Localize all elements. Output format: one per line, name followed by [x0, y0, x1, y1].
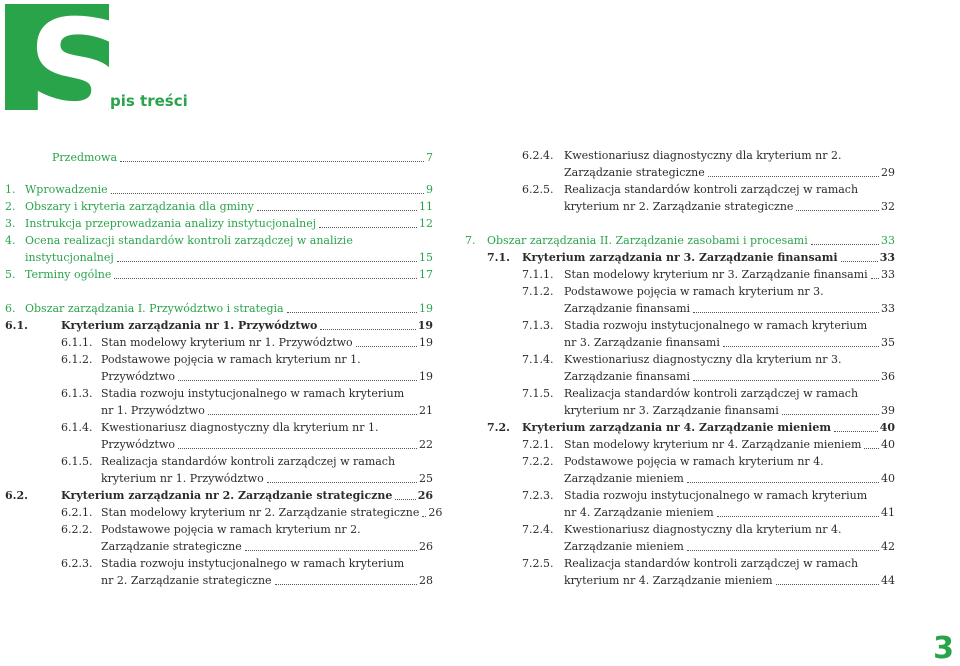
logo-letter: S	[27, 0, 127, 151]
toc-entry-number: 6.2.1.	[61, 506, 93, 519]
toc-entry-number: 7.1.4.	[522, 353, 554, 366]
toc-entry-page: 28	[419, 574, 433, 587]
toc-entry-number: 6.	[5, 302, 16, 315]
toc-entry-number: 3.	[5, 217, 16, 230]
toc-entry-page: 7	[426, 151, 433, 164]
toc-entry-number: 6.1.1.	[61, 336, 93, 349]
toc-entry-page: 33	[879, 251, 895, 264]
toc-entry-title: Stadia rozwoju instytucjonalnego w ramach kryterium	[101, 387, 405, 400]
toc-entry-page: 44	[881, 574, 895, 587]
toc-entry-title: Ocena realizacji standardów kontroli zarządczej w analizie	[25, 234, 353, 247]
toc-entry-number: 6.1.2.	[61, 353, 93, 366]
toc-entry-title: Podstawowe pojęcia w ramach kryterium nr 1.	[101, 353, 361, 366]
dot-leader	[257, 210, 417, 211]
toc-entry-title: Stan modelowy kryterium nr 2. Zarządzanie strategiczne	[101, 506, 420, 519]
toc-entry-title: Kwestionariusz diagnostyczny dla kryterium nr 2.	[564, 149, 842, 162]
toc-entry-number: 7.2.4.	[522, 523, 554, 536]
toc-entry-title-continued: Przywództwo	[101, 370, 176, 383]
dot-leader	[834, 431, 878, 432]
dot-leader	[178, 380, 417, 381]
toc-entry-title: Stan modelowy kryterium nr 4. Zarządzanie mieniem	[564, 438, 862, 451]
toc-entry-number: 7.1.3.	[522, 319, 554, 332]
dot-leader	[287, 312, 417, 313]
toc-entry-number: 7.1.5.	[522, 387, 554, 400]
toc-entry-title: Stadia rozwoju instytucjonalnego w ramach kryterium	[101, 557, 405, 570]
toc-entry-page: 33	[881, 234, 895, 247]
toc-entry-number: 7.2.5.	[522, 557, 554, 570]
toc-entry-number: 7.	[465, 234, 476, 247]
toc-entry-title-continued: Zarządzanie strategiczne	[101, 540, 242, 553]
toc-entry-page: 19	[419, 370, 433, 383]
toc-entry-title-continued: kryterium nr 2. Zarządzanie strategiczne	[564, 200, 794, 213]
dot-leader	[811, 244, 879, 245]
toc-entry-number: 6.1.5.	[61, 455, 93, 468]
toc-entry-title: Stadia rozwoju instytucjonalnego w ramach kryterium	[564, 319, 868, 332]
toc-entry-page: 33	[881, 268, 895, 281]
toc-entry-title-continued: Przywództwo	[101, 438, 176, 451]
toc-entry-title-continued: Zarządzanie finansami	[564, 302, 691, 315]
toc-entry-title: Kryterium zarządzania nr 2. Zarządzanie strategiczne	[61, 489, 393, 502]
toc-entry-number: 6.2.3.	[61, 557, 93, 570]
page-number: 3	[933, 631, 954, 666]
toc-entry-page: 41	[881, 506, 895, 519]
toc-entry-number: 7.1.	[487, 251, 510, 264]
toc-entry-title-continued: nr 3. Zarządzanie finansami	[564, 336, 720, 349]
toc-entry-number: 7.2.2.	[522, 455, 554, 468]
dot-leader	[320, 329, 415, 330]
dot-leader	[422, 516, 426, 517]
toc-entry-page: 40	[879, 421, 895, 434]
toc-entry-title: Instrukcja przeprowadzania analizy instytucjonalnej	[25, 217, 317, 230]
toc-entry-page: 12	[419, 217, 433, 230]
toc-entry-page: 25	[419, 472, 433, 485]
toc-entry-number: 6.2.4.	[522, 149, 554, 162]
toc-entry-title-continued: nr 2. Zarządzanie strategiczne	[101, 574, 272, 587]
toc-entry-title: Podstawowe pojęcia w ramach kryterium nr 4.	[564, 455, 824, 468]
toc-entry-page: 29	[881, 166, 895, 179]
toc-entry-number: 7.2.3.	[522, 489, 554, 502]
toc-entry-title: Realizacja standardów kontroli zarządczej w ramach	[564, 557, 859, 570]
toc-entry-number: 6.1.	[5, 319, 28, 332]
toc-entry-title: Podstawowe pojęcia w ramach kryterium nr 2.	[101, 523, 361, 536]
dot-leader	[178, 448, 417, 449]
toc-entry-number: 1.	[5, 183, 16, 196]
dot-leader	[120, 161, 424, 162]
toc-entry-title: Obszar zarządzania II. Zarządzanie zasobami i procesami	[487, 234, 808, 247]
toc-entry-page: 26	[428, 506, 443, 519]
toc-entry-title: Realizacja standardów kontroli zarządczej w ramach	[564, 387, 859, 400]
toc-entry-page: 36	[881, 370, 895, 383]
toc-entry-page: 40	[881, 472, 895, 485]
toc-entry-title: Stan modelowy kryterium nr 1. Przywództwo	[101, 336, 353, 349]
toc-entry-title-continued: Zarządzanie mieniem	[564, 472, 684, 485]
toc-entry-title: Stan modelowy kryterium nr 3. Zarządzanie finansami	[564, 268, 868, 281]
toc-entry-title: Kryterium zarządzania nr 3. Zarządzanie finansami	[522, 251, 838, 264]
toc-entry-number: 7.2.	[487, 421, 510, 434]
toc-entry-page: 22	[419, 438, 433, 451]
toc-entry-page: 21	[419, 404, 433, 417]
toc-entry-page: 35	[881, 336, 895, 349]
toc-entry-title: Terminy ogólne	[25, 268, 112, 281]
dot-leader	[776, 584, 879, 585]
dot-leader	[796, 210, 879, 211]
toc-entry-page: 39	[881, 404, 895, 417]
toc-entry-title: Kwestionariusz diagnostyczny dla kryterium nr 4.	[564, 523, 842, 536]
toc-entry-page: 26	[419, 540, 433, 553]
toc-entry-page: 9	[426, 183, 433, 196]
dot-leader	[782, 414, 879, 415]
toc-entry-title: Stadia rozwoju instytucjonalnego w ramach kryterium	[564, 489, 868, 502]
toc-entry-title: Kryterium zarządzania nr 4. Zarządzanie mieniem	[522, 421, 831, 434]
toc-entry-number: 7.1.2.	[522, 285, 554, 298]
toc-entry-number: 6.2.	[5, 489, 28, 502]
toc-entry-title: Podstawowe pojęcia w ramach kryterium nr 3.	[564, 285, 824, 298]
dot-leader	[111, 193, 424, 194]
toc-entry-title: Kwestionariusz diagnostyczny dla kryterium nr 1.	[101, 421, 379, 434]
toc-entry-page: 15	[419, 251, 433, 264]
toc-entry-page: 33	[881, 302, 895, 315]
toc-entry-page: 11	[419, 200, 433, 213]
dot-leader	[245, 550, 417, 551]
toc-entry-page: 19	[419, 302, 433, 315]
dot-leader	[687, 550, 879, 551]
toc-entry-number: 6.1.4.	[61, 421, 93, 434]
toc-entry-page: 19	[419, 336, 433, 349]
toc-entry-title: Wprowadzenie	[25, 183, 108, 196]
toc-entry-page: 40	[881, 438, 895, 451]
toc-entry-title-continued: nr 4. Zarządzanie mieniem	[564, 506, 714, 519]
toc-entry-number: 5.	[5, 268, 16, 281]
dot-leader	[708, 176, 879, 177]
toc-entry-title: Obszar zarządzania I. Przywództwo i strategia	[25, 302, 284, 315]
logo	[5, 0, 127, 151]
toc-entry-number: 4.	[5, 234, 16, 247]
dot-leader	[319, 227, 417, 228]
dot-leader	[395, 499, 415, 500]
dot-leader	[723, 346, 879, 347]
toc-entry-page: 26	[417, 489, 433, 502]
toc-entry-number: 6.2.2.	[61, 523, 93, 536]
dot-leader	[208, 414, 417, 415]
toc-entry-title-continued: kryterium nr 4. Zarządzanie mieniem	[564, 574, 773, 587]
dot-leader	[871, 278, 879, 279]
dot-leader	[114, 278, 417, 279]
toc-entry-title: Kwestionariusz diagnostyczny dla kryterium nr 3.	[564, 353, 842, 366]
dot-leader	[693, 312, 879, 313]
page-title: pis treści	[110, 92, 188, 110]
toc-entry-number: 7.2.1.	[522, 438, 554, 451]
dot-leader	[693, 380, 879, 381]
toc-entry-title-continued: instytucjonalnej	[25, 251, 114, 264]
toc-entry-title-continued: nr 1. Przywództwo	[101, 404, 205, 417]
toc-entry-title-continued: Zarządzanie finansami	[564, 370, 691, 383]
toc-entry-number: 7.1.1.	[522, 268, 554, 281]
dot-leader	[267, 482, 417, 483]
toc-entry-page: 32	[881, 200, 895, 213]
dot-leader	[717, 516, 879, 517]
toc-entry-page: 42	[881, 540, 895, 553]
toc-entry-number: 6.2.5.	[522, 183, 554, 196]
dot-leader	[356, 346, 417, 347]
toc-entry-title: Realizacja standardów kontroli zarządczej w ramach	[101, 455, 396, 468]
toc-entry-page: 17	[419, 268, 433, 281]
dot-leader	[275, 584, 417, 585]
toc-entry-number: 2.	[5, 200, 16, 213]
dot-leader	[117, 261, 417, 262]
dot-leader	[841, 261, 878, 262]
toc-entry-title-continued: kryterium nr 1. Przywództwo	[101, 472, 264, 485]
dot-leader	[687, 482, 879, 483]
toc-entry-title: Realizacja standardów kontroli zarządczej w ramach	[564, 183, 859, 196]
toc-entry-title: Obszary i kryteria zarządzania dla gminy	[25, 200, 254, 213]
toc-entry-title: Przedmowa	[52, 151, 118, 164]
toc-entry-number: 6.1.3.	[61, 387, 93, 400]
toc-entry-title: Kryterium zarządzania nr 1. Przywództwo	[61, 319, 318, 332]
dot-leader	[864, 448, 879, 449]
toc-entry-page: 19	[417, 319, 433, 332]
toc-entry-title-continued: Zarządzanie strategiczne	[564, 166, 705, 179]
toc-entry-title-continued: kryterium nr 3. Zarządzanie finansami	[564, 404, 779, 417]
toc-entry-title-continued: Zarządzanie mieniem	[564, 540, 684, 553]
